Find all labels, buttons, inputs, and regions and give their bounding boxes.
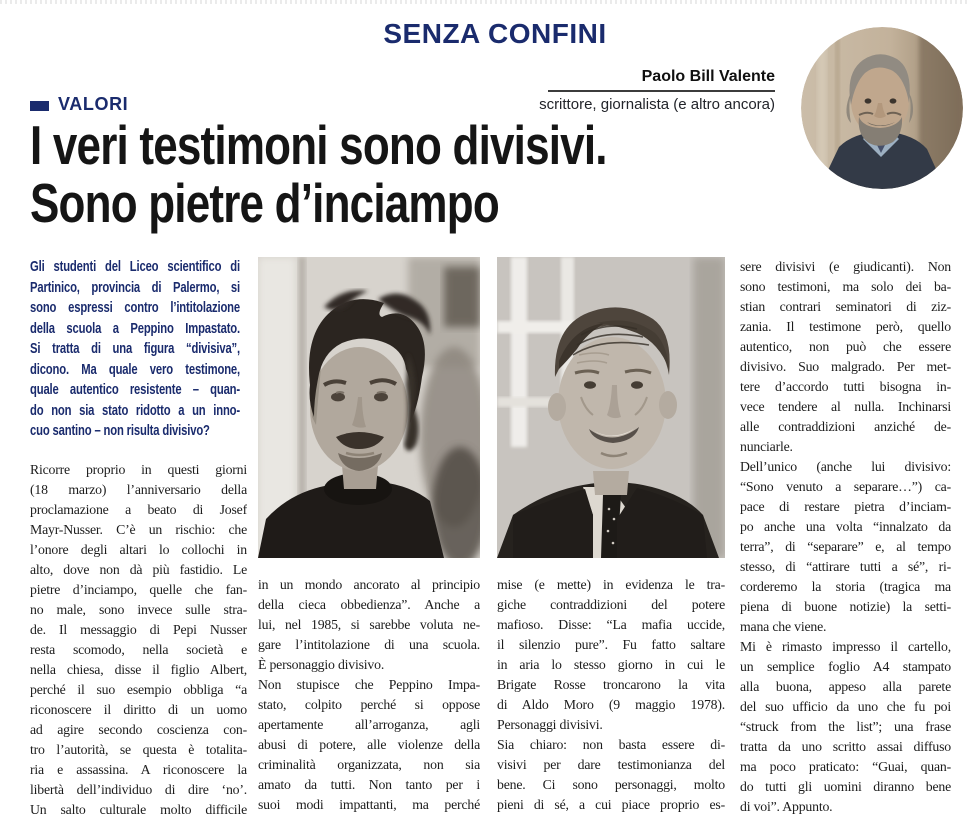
- text-line: cuo santino – non risulta divisivo?: [30, 422, 210, 439]
- text-line: Mi è rimasto impresso il cartello,: [740, 639, 951, 654]
- text-line: ma poco praticato: “Guai, quan-: [740, 759, 951, 774]
- text-line: stato, colpito perché si oppose: [258, 697, 480, 712]
- text-line: stian contrari seminatori di ziz-: [740, 299, 951, 314]
- text-line: corderemo la storia (tragica ma: [740, 579, 951, 594]
- text-line: alla buona, appeso alla parete: [740, 679, 951, 694]
- article-column-1: [30, 257, 247, 820]
- text-line: do tutti gli uomini diranno bene: [740, 779, 951, 794]
- article-headline: [30, 116, 718, 232]
- text-line: della scuola a Peppino Impastato.: [30, 319, 240, 337]
- text-line: suoi modi impattanti, ma perché: [258, 797, 480, 812]
- section-dash-icon: [30, 101, 49, 111]
- body-paragraph: [740, 257, 951, 457]
- text-line: Si tratta di una figura “divisiva”,: [30, 340, 240, 357]
- text-line: Ricorre proprio in questi giorni: [30, 461, 247, 477]
- text-line: Partinico, provincia di Palermo, si: [30, 278, 240, 296]
- text-line: Sia chiaro: non basta essere di-: [497, 737, 725, 752]
- text-line: quale autentico resistente – quan-: [30, 381, 240, 398]
- article-column-3: [497, 257, 725, 815]
- text-line: sono testimoni, ma solo dei ba-: [740, 279, 951, 294]
- text-line: no male, sono invece sulle stra-: [30, 601, 247, 617]
- text-line: divisivo. Suo malgrado. Per met-: [740, 359, 951, 374]
- text-line: della cieca obbedienza”. Anche a: [258, 597, 480, 612]
- text-line: pace di restare pietra d’inciam-: [740, 499, 951, 514]
- section-label: VALORI: [58, 94, 129, 114]
- text-line: terra”, di “separare” e, al tempo: [740, 539, 951, 554]
- byline-rule: [548, 90, 775, 92]
- article-column-2: [258, 257, 480, 815]
- text-line: perché il suo esempio obbliga “a: [30, 681, 247, 697]
- body-paragraph: [258, 675, 480, 815]
- text-line: Dell’unico (anche lui divisivo:: [740, 459, 951, 474]
- text-line: amato da tutti. Non tanto per i: [258, 777, 480, 792]
- text-line: alle contraddizioni anziché de-: [740, 419, 951, 434]
- text-line: apertamente all’arroganza, agli: [258, 717, 480, 732]
- article-column-2-text: [258, 575, 480, 815]
- text-line: mana che viene.: [740, 619, 827, 634]
- lead-paragraph: [30, 257, 240, 442]
- text-line: pieni di sé, a cui piace proprio es-: [497, 797, 725, 812]
- text-line: nella chiesa, disse il figlio Albert,: [30, 661, 247, 677]
- text-line: sono espressi contro l’intitolazione: [30, 299, 240, 316]
- body-paragraph: [497, 575, 725, 735]
- text-line: gare l’intitolazione di una scuola.: [258, 637, 480, 652]
- body-paragraph: [258, 575, 480, 675]
- text-line: po anche una volta “innalzato da: [740, 519, 951, 534]
- body-paragraph: [740, 637, 951, 817]
- body-paragraph: [30, 460, 247, 820]
- author-avatar: [801, 27, 963, 189]
- author-role: scrittore, giornalista (e altro ancora): [539, 96, 775, 113]
- text-line: del suo ufficio da uno che fu poi: [740, 699, 951, 714]
- text-line: criminalità organizzata, non sia: [258, 757, 480, 772]
- text-line: giche contraddizioni del potere: [497, 597, 725, 612]
- text-line: alto, dove non dà più fastidio. Le: [30, 561, 247, 577]
- text-line: vece tendere al nulla. Inchinarsi: [740, 399, 951, 414]
- text-line: resta scomodo, nella società e: [30, 641, 247, 657]
- author-name: Paolo Bill Valente: [641, 68, 775, 85]
- author-avatar-illustration: [801, 27, 963, 189]
- text-line: Personaggi divisivi.: [497, 717, 603, 732]
- text-line: zania. Il testimone però, quello: [740, 319, 951, 334]
- text-line: abusi di potere, alle violenze della: [258, 737, 480, 752]
- text-line: ad agire secondo coscienza con-: [30, 721, 247, 737]
- text-line: sere divisivi (e giudicanti). Non: [740, 259, 951, 274]
- text-line: dicono. Ma quale vero testimone,: [30, 360, 240, 378]
- text-line: de. Il messaggio di Pepi Nusser: [30, 621, 247, 637]
- headline-line-2: Sono pietre d’inciampo: [30, 172, 499, 234]
- text-line: piena di buone notizie) la setti-: [740, 599, 951, 614]
- text-line: Brigate Rosse troncarono la vita: [497, 677, 725, 692]
- text-line: tro l’autorità, se questa è totalita-: [30, 741, 247, 757]
- text-line: Gli studenti del Liceo scientifico di: [30, 258, 240, 275]
- page-top-edge: [0, 0, 967, 4]
- peppino-impastato-photo: [258, 257, 480, 558]
- text-line: in un mondo ancorato al principio: [258, 577, 480, 592]
- text-line: tratta da uno scritto assai diffuso: [740, 739, 951, 754]
- body-paragraph: [740, 457, 951, 637]
- body-paragraph: [497, 735, 725, 815]
- text-line: di voi”. Appunto.: [740, 799, 833, 814]
- text-line: stesso, di “attirare tutti a sé”, ri-: [740, 559, 951, 574]
- text-line: in aria lo stesso giorno in cui le: [497, 657, 725, 672]
- text-line: un semplice foglio A4 stampato: [740, 659, 951, 674]
- text-line: Mayr-Nusser. C’è un rischio: che: [30, 521, 247, 537]
- text-line: lui, nel 1985, si sarebbe voluta ne-: [258, 617, 480, 632]
- text-line: do non sia stato ridotto a un inno-: [30, 401, 240, 419]
- text-line: È personaggio divisivo.: [258, 657, 385, 672]
- headline-line-1: I veri testimoni sono divisivi.: [30, 114, 607, 176]
- text-line: visivi per dare testimonianza del: [497, 757, 725, 772]
- text-line: nunciarle.: [740, 439, 793, 454]
- text-line: (18 marzo) l’anniversario della: [30, 481, 247, 497]
- article-column-3-text: [497, 575, 725, 815]
- text-line: pietre d’inciampo, quelle che fan-: [30, 581, 247, 597]
- text-line: ria e assassina. A riconoscere la: [30, 761, 247, 777]
- text-line: “Sono venuto a separare…”) ca-: [740, 479, 951, 494]
- text-line: l’onore degli altari lo collochi in: [30, 541, 247, 557]
- article-column-4: [740, 257, 951, 817]
- text-line: tere d’accordo tutti bisogna in-: [740, 379, 951, 394]
- text-line: proclamazione a beato di Josef: [30, 501, 247, 517]
- text-line: mafioso. Disse: “La mafia uccide,: [497, 617, 725, 632]
- text-line: libertà dell’individuo di dire ‘no’.: [30, 781, 247, 797]
- text-line: di Aldo Moro (9 maggio 1978).: [497, 697, 725, 712]
- text-line: bene. Ci sono personaggi, molto: [497, 777, 725, 792]
- rubric-title: SENZA CONFINI: [383, 18, 607, 49]
- text-line: autentico, non può che essere: [740, 339, 951, 354]
- text-line: Non stupisce che Peppino Impa-: [258, 677, 480, 692]
- section-tag: [30, 94, 128, 115]
- text-line: il silenzio pure”. Fu fatto saltare: [497, 637, 725, 652]
- josef-mayr-nusser-photo: [497, 257, 725, 558]
- text-line: mise (e mette) in evidenza le tra-: [497, 577, 725, 592]
- text-line: riconoscere il diritto di un uomo: [30, 701, 247, 717]
- text-line: Un salto culturale molto difficile: [30, 801, 247, 817]
- text-line: “struck from the list”; una frase: [740, 719, 951, 734]
